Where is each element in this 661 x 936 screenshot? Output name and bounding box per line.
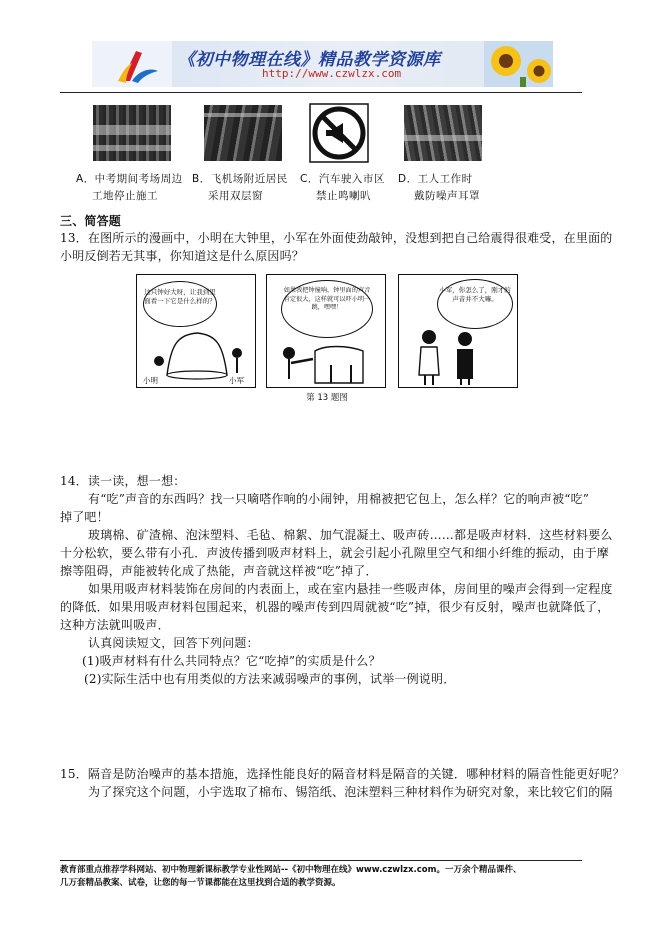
figure-caption: 第 13 题图 [306, 393, 348, 403]
banner-url[interactable]: http://www.czwlzx.com [262, 67, 402, 80]
option-d: D．工人工作时 戴防噪声耳罩 [398, 173, 480, 202]
label-xiaojun: 小军 [229, 376, 244, 385]
speech-bubble-2: 如果我把钟撞响，钟里面的声音肯定很大，这样就可以吓小明一跳，嘿嘿！ [281, 280, 373, 338]
q14-p1-line1: 有“吃”声音的东西吗？找一只嘀嗒作响的小闹钟，用棉被把它包上，怎么样？它的响声被“吃” [88, 492, 590, 506]
q14-p1-line2: 掉了吧！ [60, 510, 109, 524]
header-divider [60, 92, 582, 93]
option-c: C．汽车驶入市区 禁止鸣喇叭 [300, 173, 385, 202]
q14-p3-line3: 这种方法就叫吸声． [60, 618, 170, 632]
q14-prompt: 认真阅读短文，回答下列问题： [88, 636, 259, 650]
q14-title: 14．读一读，想一想： [60, 474, 186, 488]
bell-drawing [137, 275, 255, 387]
two-boys-drawing [399, 275, 517, 387]
header-banner [92, 41, 553, 87]
comic-figure [136, 271, 518, 405]
q15-line2: 为了探究这个问题，小宇选取了棉布、锡箔纸、泡沫塑料三种材料作为研究对象，来比较它们的隔 [88, 785, 613, 799]
footer-divider [60, 860, 582, 861]
comic-panel-3 [398, 274, 518, 388]
q13-line1: 13．在图所示的漫画中，小明在大钟里，小军在外面使劲敲钟，没想到把自己给震得很难受，在里面的 [60, 231, 613, 245]
striking-bell-drawing [267, 275, 385, 387]
banner-title: 《初中物理在线》精品教学资源库 [178, 50, 441, 70]
photo-construction-site [93, 105, 171, 161]
no-horn-sign-icon [309, 103, 369, 163]
option-a: A．中考期间考场周边 工地停止施工 [76, 173, 183, 202]
q14-sub1: (1)吸声材料有什么共同特点？它“吃掉”的实质是什么？ [82, 654, 381, 668]
q14-p3-line2: 的降低．如果用吸声材料包围起来，机器的噪声传到四周就被“吃”掉，很少有反射，噪声也就降低了， [60, 600, 610, 614]
label-xiaoming: 小明 [143, 376, 158, 385]
photo-double-window [204, 105, 282, 161]
q14-sub2: (2)实际生活中也有用类似的方法来减弱噪声的事例，试举一例说明． [84, 672, 456, 686]
speech-bubble-1: 这只钟好大呀，让我到里面看一下它是什么样的？ [143, 281, 217, 327]
q14-p2-line2: 十分松软，要么带有小孔．声波传播到吸声材料上，就会引起小孔隙里空气和细小纤维的振动，由于摩 [60, 546, 610, 560]
q14-p2-line3: 擦等阻碍，声能被转化成了热能，声音就这样被“吃”掉了． [60, 564, 378, 578]
comic-panel-2 [266, 274, 386, 388]
footer-line2: 几万套精品教案、试卷，让您的每一节课都能在这里找到合适的教学资源。 [60, 878, 341, 888]
q13-line2: 小明反倒若无其事，你知道这是什么原因吗？ [60, 249, 305, 263]
speech-bubble-3: 小军，你怎么了，刚才的声音并不大嘛。 [437, 279, 513, 329]
q15-line1: 15．隔音是防治噪声的基本措施，选择性能良好的隔音材料是隔音的关键．哪种材料的隔音性能更好呢？ [60, 767, 625, 781]
footer-line1: 教育部重点推荐学科网站、初中物理新课标教学专业性网站--《初中物理在线》www.czwlzx.com。一万余个精品课件、 [60, 865, 522, 875]
sunflower-image [484, 41, 553, 87]
option-b: B．飞机场附近居民 采用双层窗 [192, 173, 288, 202]
section-title: 三、简答题 [60, 214, 122, 228]
q14-p2-line1: 玻璃棉、矿渣棉、泡沫塑料、毛毡、棉絮、加气混凝土、吸声砖……都是吸声材料．这些材料要么 [88, 528, 613, 542]
comic-panel-1 [136, 274, 256, 388]
site-logo [92, 41, 172, 87]
q14-p3-line1: 如果用吸声材料装饰在房间的内表面上，或在室内悬挂一些吸声体，房间里的噪声会得到一定程度 [88, 582, 613, 596]
photo-factory-workers [404, 105, 482, 161]
